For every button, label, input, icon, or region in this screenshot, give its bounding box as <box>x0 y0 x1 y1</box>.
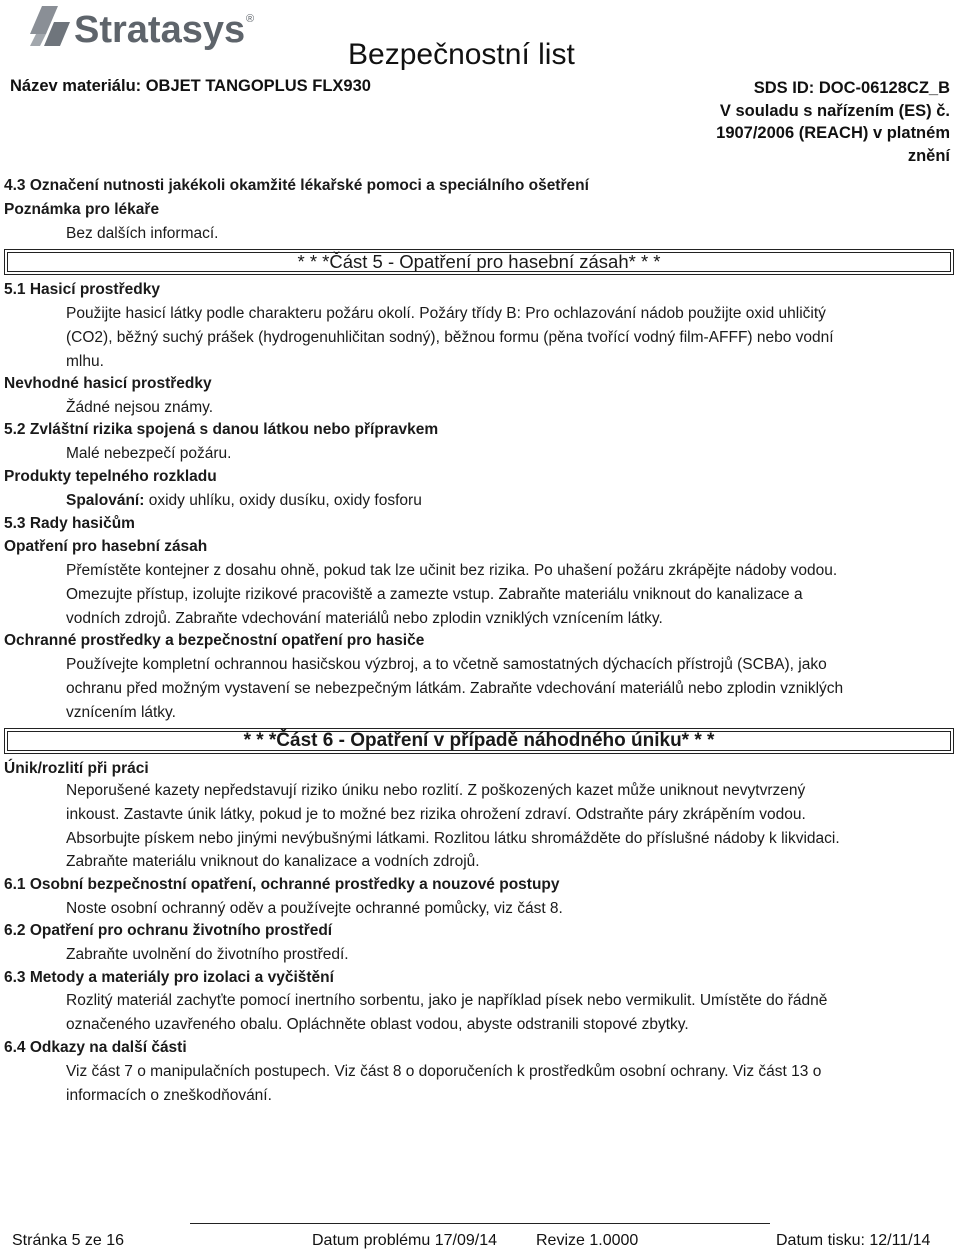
measures-line-3: vodních zdrojů. Zabraňte vdechování materiálů nebo zplodin vzniklých vznícením látky. <box>66 610 663 627</box>
logo-wordmark: Stratasys <box>74 9 246 51</box>
heading-firefighting-measures: Opatření pro hasební zásah <box>4 538 208 555</box>
section-6-title: * * *Část 6 - Opatření v případě náhodného úniku* * * <box>243 730 715 751</box>
spill-line-3: Absorbujte pískem nebo jinými nevýbušnými látkami. Rozlitou látku shromážděte do příslušné nádoby k likvidaci. <box>66 830 840 847</box>
sds-header-right <box>700 77 950 167</box>
heading-5-1: 5.1 Hasicí prostředky <box>4 281 160 298</box>
compliance-line-2: 1907/2006 (REACH) v platném <box>716 124 950 142</box>
paragraph-6-3-line-2: označeného uzavřeného obalu. Opláchněte oblast vodou, abyste odstranili stopové zbytky. <box>66 1016 689 1033</box>
paragraph-5-1-line-1: Použijte hasicí látky podle charakteru požáru okolí. Požáry třídy B: Pro ochlazování nádob použijte oxid uhličitý <box>66 305 826 322</box>
paragraph-5-1-line-3: mlhu. <box>66 353 104 370</box>
document-title: Bezpečnostní list <box>348 38 575 71</box>
heading-6-2: 6.2 Opatření pro ochranu životního prostředí <box>4 922 333 939</box>
combustion-label: Spalování: <box>66 492 145 509</box>
measures-line-1: Přemístěte kontejner z dosahu ohně, pokud tak lze učinit bez rizika. Po uhašení požáru zkrápějte nádoby vodou. <box>66 562 838 579</box>
sds-id: SDS ID: DOC-06128CZ_B <box>753 79 950 97</box>
stratasys-logo <box>28 2 258 54</box>
paragraph-6-4-line-2: informacích o zneškodňování. <box>66 1087 272 1104</box>
paragraph-6-4-line-1: Viz část 7 o manipulačních postupech. Viz část 8 o doporučeních k prostředkům osobní ochrany. Viz část 13 o <box>66 1063 822 1080</box>
spill-line-1: Neporušené kazety nepředstavují riziko úniku nebo rozlití. Z poškozených kazet může uniknout nevytvrzený <box>66 782 806 799</box>
heading-protective-equipment: Ochranné prostředky a bezpečnostní opatření pro hasiče <box>4 632 425 649</box>
compliance-line-3: znění <box>907 146 950 165</box>
footer-rule <box>190 1223 770 1224</box>
footer-page-number: Stránka 5 ze 16 <box>12 1232 125 1249</box>
heading-decomposition-products: Produkty tepelného rozkladu <box>4 468 217 485</box>
heading-6-1: 6.1 Osobní bezpečnostní opatření, ochranné prostředky a nouzové postupy <box>4 876 560 893</box>
heading-5-2: 5.2 Zvláštní rizika spojená s danou látkou nebo přípravkem <box>4 421 439 438</box>
heading-6-3: 6.3 Metody a materiály pro izolaci a vyčištění <box>4 969 334 986</box>
protective-line-2: ochranu před možným vystavení se nebezpečným látkám. Zabraňte vdechování materiálů nebo zplodin vzniklých <box>66 680 844 697</box>
logo-registered-mark: ® <box>246 13 255 25</box>
paragraph-6-3-line-1: Rozlitý materiál zachyťte pomocí inertního sorbentu, jako je například písek nebo vermikulit. Umístěte do řádně <box>66 992 828 1009</box>
footer-print-date: Datum tisku: 12/11/14 <box>776 1232 931 1249</box>
section-5-title: * * *Část 5 - Opatření pro hasební zásah* * * <box>297 251 661 272</box>
heading-unsuitable-media: Nevhodné hasicí prostředky <box>4 375 212 392</box>
subheading-physician-note: Poznámka pro lékaře <box>4 201 160 218</box>
material-name: Název materiálu: OBJET TANGOPLUS FLX930 <box>10 77 371 95</box>
spill-line-4: Zabraňte materiálu vniknout do kanalizace a vodních zdrojů. <box>66 853 480 870</box>
heading-5-3: 5.3 Rady hasičům <box>4 515 135 532</box>
combustion-text: oxidy uhlíku, oxidy dusíku, oxidy fosforu <box>144 492 422 509</box>
protective-line-3: vznícením látky. <box>66 704 176 721</box>
combustion-products <box>66 492 422 510</box>
footer-issue-date: Datum problému 17/09/14 <box>312 1232 497 1249</box>
heading-6-4: 6.4 Odkazy na další části <box>4 1039 187 1056</box>
heading-4-3: 4.3 Označení nutnosti jakékoli okamžité lékařské pomoci a speciálního ošetření <box>4 177 589 194</box>
heading-spill-at-work: Únik/rozlití při práci <box>4 760 149 777</box>
spill-line-2: inkoust. Zastavte únik látky, pokud je to možné bez rizika ohrožení zdraví. Odstraňte páry zkrápěním vodou. <box>66 806 806 823</box>
paragraph-5-1-line-2: (CO2), běžný suchý prášek (hydrogenuhličitan sodný), běžnou formu (pěna tvořící vodný film-AFFF) nebo vodní <box>66 329 834 346</box>
paragraph-6-2: Zabraňte uvolnění do životního prostředí. <box>66 946 349 963</box>
paragraph-5-2: Malé nebezpečí požáru. <box>66 445 232 462</box>
footer-revision: Revize 1.0000 <box>536 1232 639 1249</box>
unsuitable-media-text: Žádné nejsou známy. <box>66 399 214 416</box>
stratasys-logo-icon <box>28 2 258 54</box>
measures-line-2: Omezujte přístup, izolujte rizikové pracoviště a zamezte vstup. Zabraňte materiálu vniknout do kanalizace a <box>66 586 803 603</box>
compliance-line-1: V souladu s nařízením (ES) č. <box>719 101 950 120</box>
paragraph-6-1: Noste osobní ochranný oděv a používejte ochranné pomůcky, viz část 8. <box>66 900 563 917</box>
protective-line-1: Používejte kompletní ochrannou hasičskou výzbroj, a to včetně samostatných dýchacích přístrojů (SCBA), jako <box>66 656 827 673</box>
physician-note-text: Bez dalších informací. <box>66 225 219 242</box>
